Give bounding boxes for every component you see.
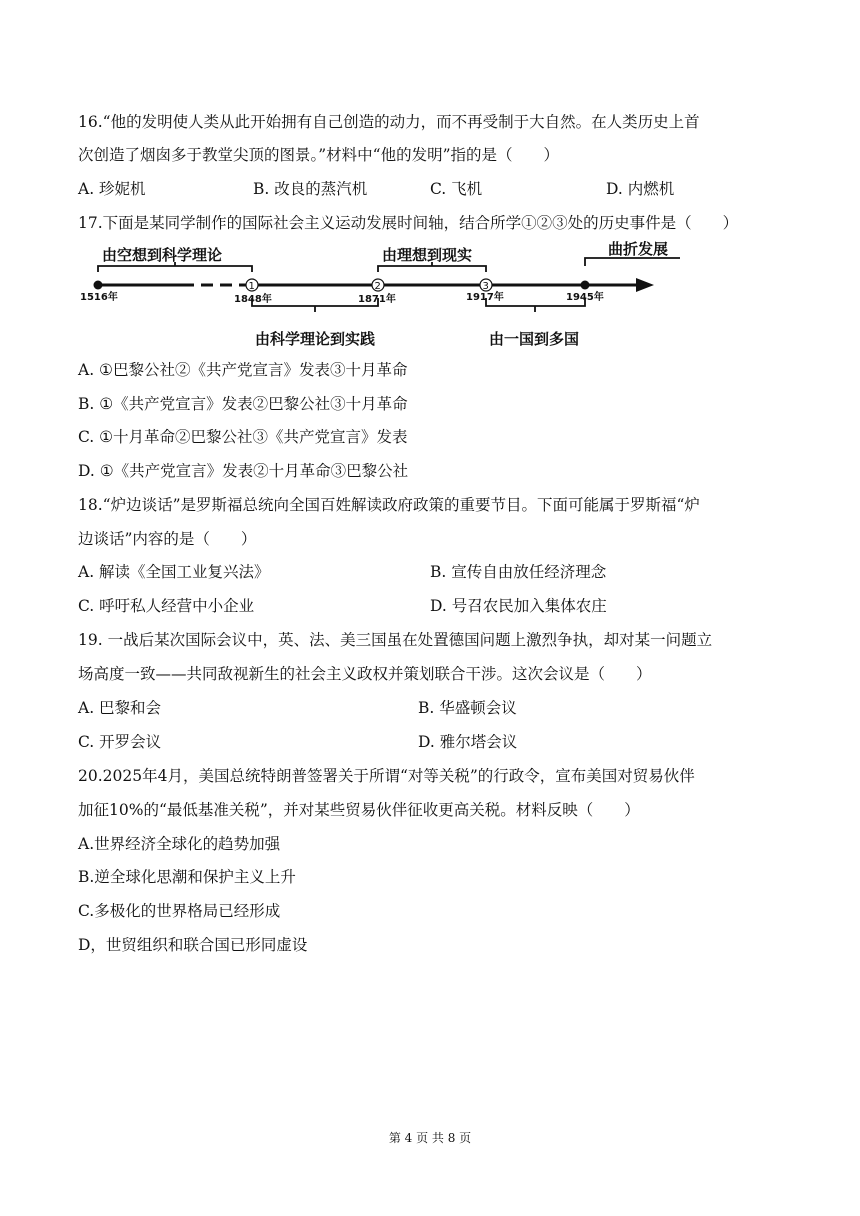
- q20-stem-line1: 20.2025年4月，美国总统特朗普签署关于所谓“对等关税”的行政令，宣布美国对贸易伙伴: [78, 767, 695, 785]
- q18-option-c: C. 呼吁私人经营中小企业: [78, 597, 255, 615]
- timeline-label-ideal-to-reality: 由理想到现实: [382, 246, 473, 264]
- svg-text:2: 2: [374, 281, 381, 292]
- q19-stem-line1: 19. 一战后某次国际会议中，英、法、美三国虽在处置德国问题上激烈争执，却对某一问题立: [78, 631, 713, 649]
- q19-option-b: B. 华盛顿会议: [418, 699, 517, 717]
- q18-option-a: A. 解读《全国工业复兴法》: [78, 563, 270, 581]
- page-number-footer: 第 4 页 共 8 页: [388, 1131, 472, 1145]
- timeline-year-1516: 1516年: [80, 292, 118, 303]
- q19-option-d: D. 雅尔塔会议: [418, 733, 518, 751]
- q20-option-b: B.逆全球化思潮和保护主义上升: [78, 868, 296, 886]
- q17-timeline-diagram: [70, 236, 710, 356]
- timeline-label-twists: 曲折发展: [608, 240, 669, 258]
- q18-option-b: B. 宣传自由放任经济理念: [430, 563, 607, 581]
- q17-option-c: C. ①十月革命②巴黎公社③《共产党宣言》发表: [78, 428, 408, 446]
- q18-option-d: D. 号召农民加入集体农庄: [430, 597, 607, 615]
- svg-text:3: 3: [482, 281, 489, 292]
- q16-option-d: D. 内燃机: [606, 180, 675, 198]
- q19-option-c: C. 开罗会议: [78, 733, 162, 751]
- q17-option-d: D. ①《共产党宣言》发表②十月革命③巴黎公社: [78, 462, 409, 480]
- timeline-label-theory-to-practice: 由科学理论到实践: [255, 330, 376, 348]
- timeline-year-1945: 1945年: [566, 292, 604, 303]
- q20-option-d: D，世贸组织和联合国已形同虚设: [78, 936, 308, 954]
- timeline-label-one-to-many: 由一国到多国: [489, 330, 580, 348]
- q18-stem-line2: 边谈话”内容的是（ ）: [78, 530, 257, 548]
- q16-stem-line2: 次创造了烟囱多于教堂尖顶的图景。”材料中“他的发明”指的是（ ）: [78, 146, 560, 164]
- timeline-year-1848: 1848年: [234, 294, 272, 305]
- timeline-point-1945: [581, 281, 590, 290]
- q19-stem-line2: 场高度一致——共同敌视新生的社会主义政权并策划联合干涉。这次会议是（ ）: [78, 665, 652, 683]
- svg-text:1: 1: [248, 281, 255, 292]
- q17-stem: 17.下面是某同学制作的国际社会主义运动发展时间轴，结合所学①②③处的历史事件是（ ）: [78, 214, 739, 232]
- q16-option-b: B. 改良的蒸汽机: [253, 180, 368, 198]
- q19-option-a: A. 巴黎和会: [78, 699, 162, 717]
- timeline-label-utopian-to-science: 由空想到科学理论: [102, 246, 223, 264]
- q17-option-b: B. ①《共产党宣言》发表②巴黎公社③十月革命: [78, 395, 408, 413]
- q17-option-a: A. ①巴黎公社②《共产党宣言》发表③十月革命: [78, 361, 408, 379]
- timeline-point-1516: [94, 281, 103, 290]
- timeline-arrowhead: [636, 278, 654, 292]
- timeline-year-1871: 1871年: [358, 294, 396, 305]
- q20-option-a: A.世界经济全球化的趋势加强: [78, 835, 281, 853]
- q18-stem-line1: 18.“炉边谈话”是罗斯福总统向全国百姓解读政府政策的重要节目。下面可能属于罗斯福“炉: [78, 496, 700, 514]
- q16-option-c: C. 飞机: [430, 180, 483, 198]
- q16-option-a: A. 珍妮机: [78, 180, 146, 198]
- q20-option-c: C.多极化的世界格局已经形成: [78, 902, 281, 920]
- timeline-year-1917: 1917年: [466, 292, 504, 303]
- q20-stem-line2: 加征10%的“最低基准关税”，并对某些贸易伙伴征收更高关税。材料反映（ ）: [78, 801, 640, 819]
- q16-stem-line1: 16.“他的发明使人类从此开始拥有自己创造的动力，而不再受制于大自然。在人类历史上首: [78, 113, 700, 131]
